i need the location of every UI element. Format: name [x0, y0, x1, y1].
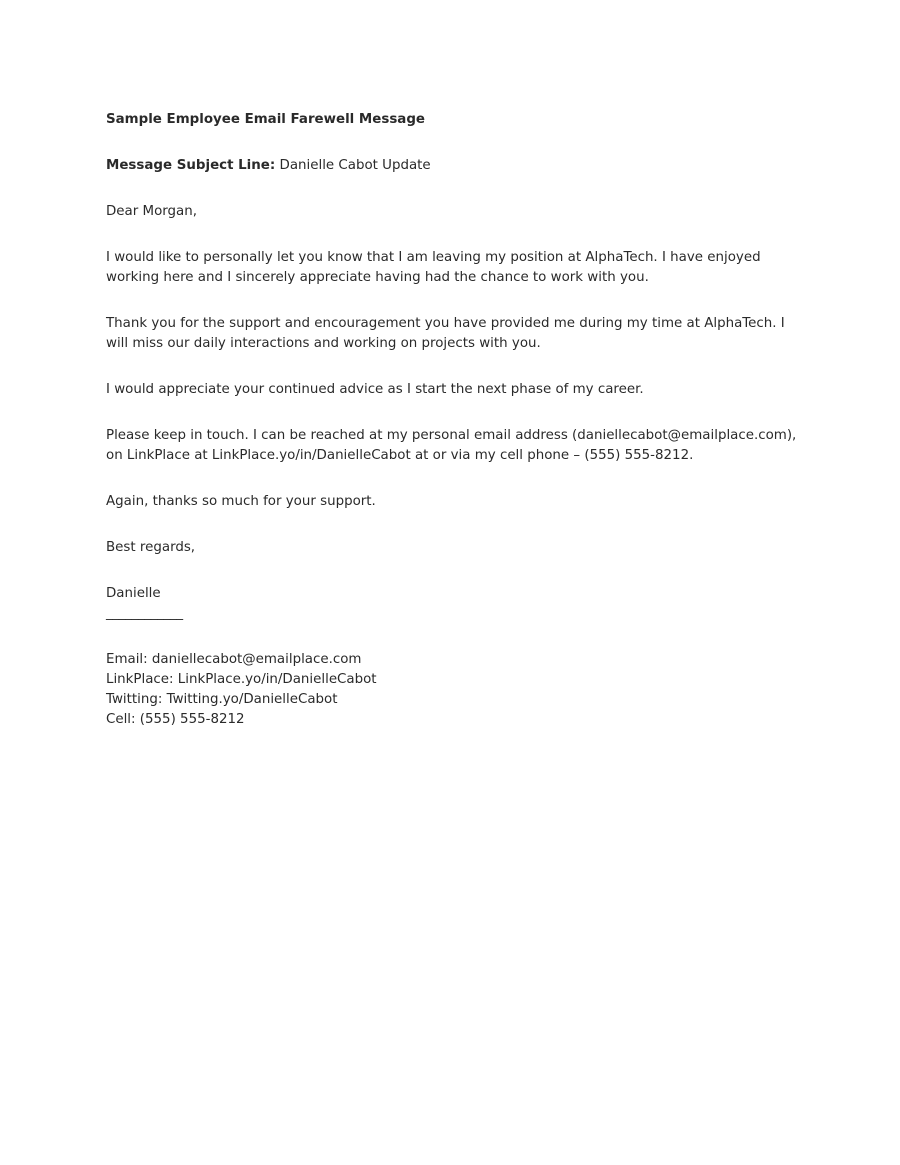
- subject-line: [106, 156, 806, 176]
- greeting: Dear Morgan,: [106, 204, 197, 219]
- body-paragraph-1: I would like to personally let you know that I am leaving my position at AlphaTech. I have enjoyed working here and I sincerely appreciate having had the chance to work with you.: [106, 250, 761, 285]
- contact-linkplace: LinkPlace: LinkPlace.yo/in/DanielleCabot: [106, 672, 377, 687]
- document-title: Sample Employee Email Farewell Message: [106, 112, 425, 127]
- subject-label: Message Subject Line:: [106, 158, 276, 173]
- contact-block: [106, 650, 806, 730]
- contact-email: Email: daniellecabot@emailplace.com: [106, 652, 362, 667]
- closing: Best regards,: [106, 540, 196, 555]
- signature-name: Danielle: [106, 586, 161, 601]
- contact-cell: Cell: (555) 555-8212: [106, 712, 245, 727]
- body-paragraph-5: Again, thanks so much for your support.: [106, 494, 376, 509]
- contact-twitting: Twitting: Twitting.yo/DanielleCabot: [106, 692, 338, 707]
- body-paragraph-3: I would appreciate your continued advice as I start the next phase of my career.: [106, 382, 644, 397]
- document-page: [106, 110, 806, 730]
- signature-rule: ____________: [106, 606, 183, 621]
- body-paragraph-2: Thank you for the support and encouragement you have provided me during my time at AlphaTech. I will miss our daily interactions and working on projects with you.: [106, 316, 785, 351]
- body-paragraph-4: Please keep in touch. I can be reached at my personal email address (daniellecabot@emailplace.com), on LinkPlace at LinkPlace.yo/in/DanielleCabot at or via my cell phone – (555) 555-8212.: [106, 428, 797, 463]
- subject-value: Danielle Cabot Update: [279, 158, 431, 173]
